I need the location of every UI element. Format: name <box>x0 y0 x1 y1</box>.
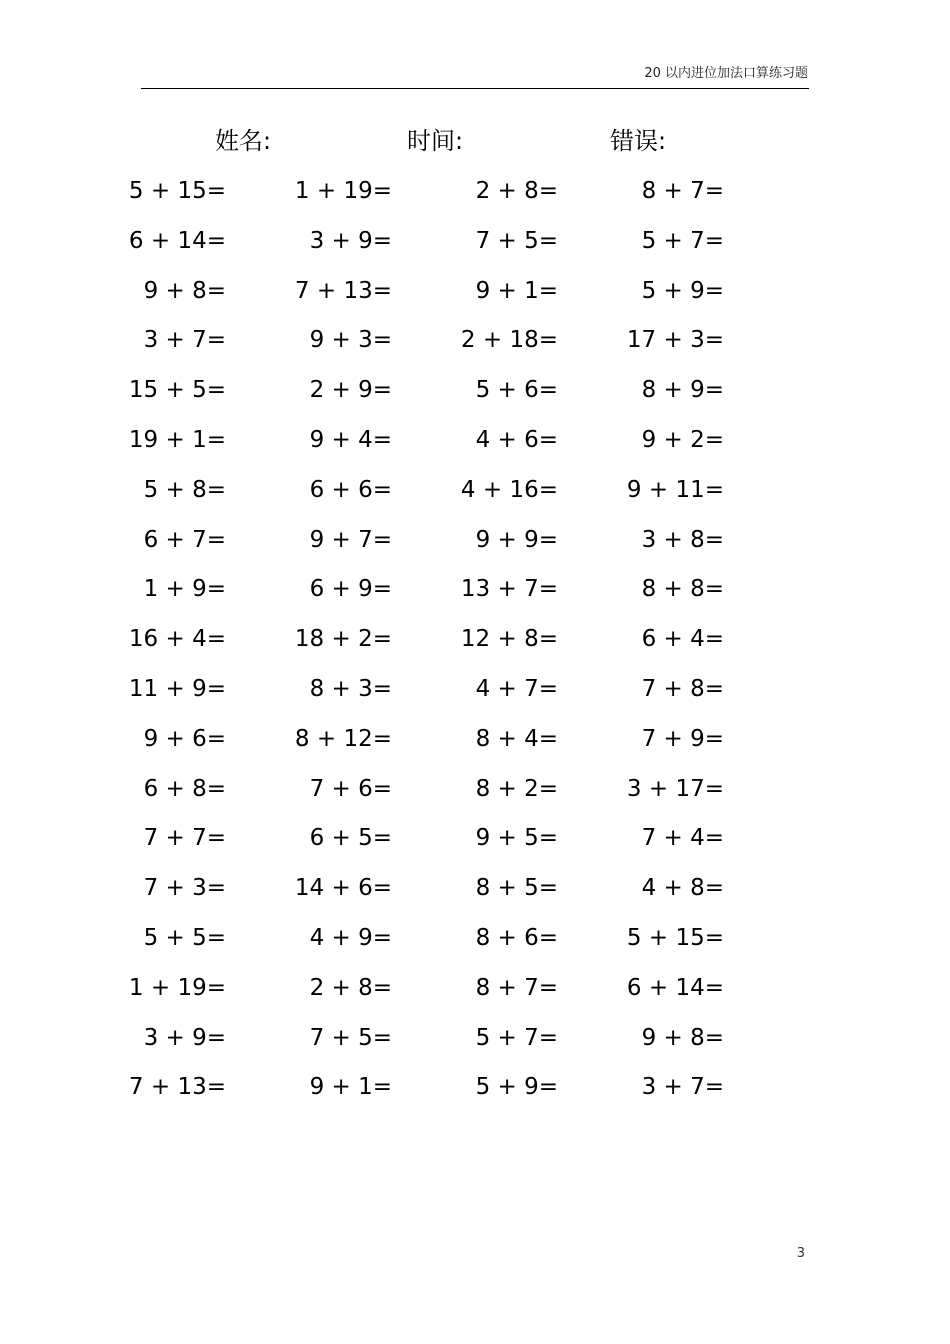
problem-r7-c3: 4 + 16= <box>460 476 558 503</box>
problem-r1-c3: 2 + 8= <box>475 178 558 204</box>
problem-r9-c2: 6 + 9= <box>309 576 392 603</box>
problem-r16-c2: 4 + 9= <box>309 925 392 951</box>
problem-r19-c1: 7 + 13= <box>128 1074 226 1101</box>
problem-r12-c1: 9 + 6= <box>143 725 226 752</box>
problem-r11-c3: 4 + 7= <box>475 676 558 702</box>
problem-r5-c3: 5 + 6= <box>475 377 558 404</box>
problem-r17-c4: 6 + 14= <box>626 974 724 1001</box>
problem-r3-c1: 9 + 8= <box>143 277 226 304</box>
problem-r8-c3: 9 + 9= <box>475 526 558 553</box>
problem-r1-c4: 8 + 7= <box>641 178 724 204</box>
problem-r13-c3: 8 + 2= <box>475 775 558 802</box>
problem-r16-c3: 8 + 6= <box>475 925 558 951</box>
header-rule <box>141 88 809 89</box>
problem-r14-c4: 7 + 4= <box>641 825 724 852</box>
problem-r10-c3: 12 + 8= <box>460 626 558 653</box>
problem-r10-c1: 16 + 4= <box>128 626 226 653</box>
problem-r4-c2: 9 + 3= <box>309 327 392 354</box>
problem-r11-c4: 7 + 8= <box>641 676 724 702</box>
problem-r2-c1: 6 + 14= <box>128 227 226 254</box>
problem-r2-c4: 5 + 7= <box>641 227 724 254</box>
problem-r19-c4: 3 + 7= <box>641 1074 724 1101</box>
problem-r19-c2: 9 + 1= <box>309 1074 392 1101</box>
problem-r6-c3: 4 + 6= <box>475 427 558 453</box>
problem-r16-c1: 5 + 5= <box>143 925 226 951</box>
problem-r10-c4: 6 + 4= <box>641 626 724 653</box>
problem-r12-c2: 8 + 12= <box>294 725 392 752</box>
problem-r5-c4: 8 + 9= <box>641 377 724 404</box>
problem-r4-c4: 17 + 3= <box>626 327 724 354</box>
problem-r16-c4: 5 + 15= <box>626 925 724 951</box>
problem-r2-c2: 3 + 9= <box>309 227 392 254</box>
problem-r7-c4: 9 + 11= <box>626 476 724 503</box>
problem-r8-c1: 6 + 7= <box>143 526 226 553</box>
problem-r17-c1: 1 + 19= <box>128 974 226 1001</box>
problem-r3-c4: 5 + 9= <box>641 277 724 304</box>
time-label: 时间: <box>407 127 464 155</box>
problem-r7-c2: 6 + 6= <box>309 476 392 503</box>
problem-r9-c3: 13 + 7= <box>460 576 558 603</box>
name-label: 姓名: <box>215 127 272 155</box>
page-number: 3 <box>796 1246 805 1261</box>
problem-r7-c1: 5 + 8= <box>143 476 226 503</box>
problem-r14-c2: 6 + 5= <box>309 825 392 852</box>
running-header: 20 以内进位加法口算练习题 <box>644 66 808 81</box>
problem-r5-c2: 2 + 9= <box>309 377 392 404</box>
problem-r18-c1: 3 + 9= <box>143 1024 226 1051</box>
problem-r11-c2: 8 + 3= <box>309 676 392 702</box>
problem-r9-c1: 1 + 9= <box>143 576 226 603</box>
problem-r2-c3: 7 + 5= <box>475 227 558 254</box>
problem-r17-c2: 2 + 8= <box>309 974 392 1001</box>
problem-r8-c4: 3 + 8= <box>641 526 724 553</box>
problem-r8-c2: 9 + 7= <box>309 526 392 553</box>
problem-r15-c2: 14 + 6= <box>294 875 392 902</box>
problem-r12-c3: 8 + 4= <box>475 725 558 752</box>
problem-r15-c3: 8 + 5= <box>475 875 558 902</box>
problem-r14-c3: 9 + 5= <box>475 825 558 852</box>
problem-r13-c2: 7 + 6= <box>309 775 392 802</box>
problem-r6-c2: 9 + 4= <box>309 427 392 453</box>
problem-r1-c1: 5 + 15= <box>128 178 226 204</box>
problem-r3-c3: 9 + 1= <box>475 277 558 304</box>
problem-r19-c3: 5 + 9= <box>475 1074 558 1101</box>
problem-r18-c3: 5 + 7= <box>475 1024 558 1051</box>
problem-r4-c1: 3 + 7= <box>143 327 226 354</box>
problem-r6-c4: 9 + 2= <box>641 427 724 453</box>
problem-r6-c1: 19 + 1= <box>128 427 226 453</box>
problem-r12-c4: 7 + 9= <box>641 725 724 752</box>
problem-r10-c2: 18 + 2= <box>294 626 392 653</box>
problem-r15-c4: 4 + 8= <box>641 875 724 902</box>
problem-r9-c4: 8 + 8= <box>641 576 724 603</box>
errors-label: 错误: <box>610 127 667 155</box>
problem-r5-c1: 15 + 5= <box>128 377 226 404</box>
problem-r18-c4: 9 + 8= <box>641 1024 724 1051</box>
problem-r18-c2: 7 + 5= <box>309 1024 392 1051</box>
problem-r1-c2: 1 + 19= <box>294 178 392 204</box>
problem-r11-c1: 11 + 9= <box>128 676 226 702</box>
problem-r14-c1: 7 + 7= <box>143 825 226 852</box>
problem-r13-c4: 3 + 17= <box>626 775 724 802</box>
problem-r15-c1: 7 + 3= <box>143 875 226 902</box>
problem-r17-c3: 8 + 7= <box>475 974 558 1001</box>
problem-r4-c3: 2 + 18= <box>460 327 558 354</box>
problem-r13-c1: 6 + 8= <box>143 775 226 802</box>
problem-r3-c2: 7 + 13= <box>294 277 392 304</box>
